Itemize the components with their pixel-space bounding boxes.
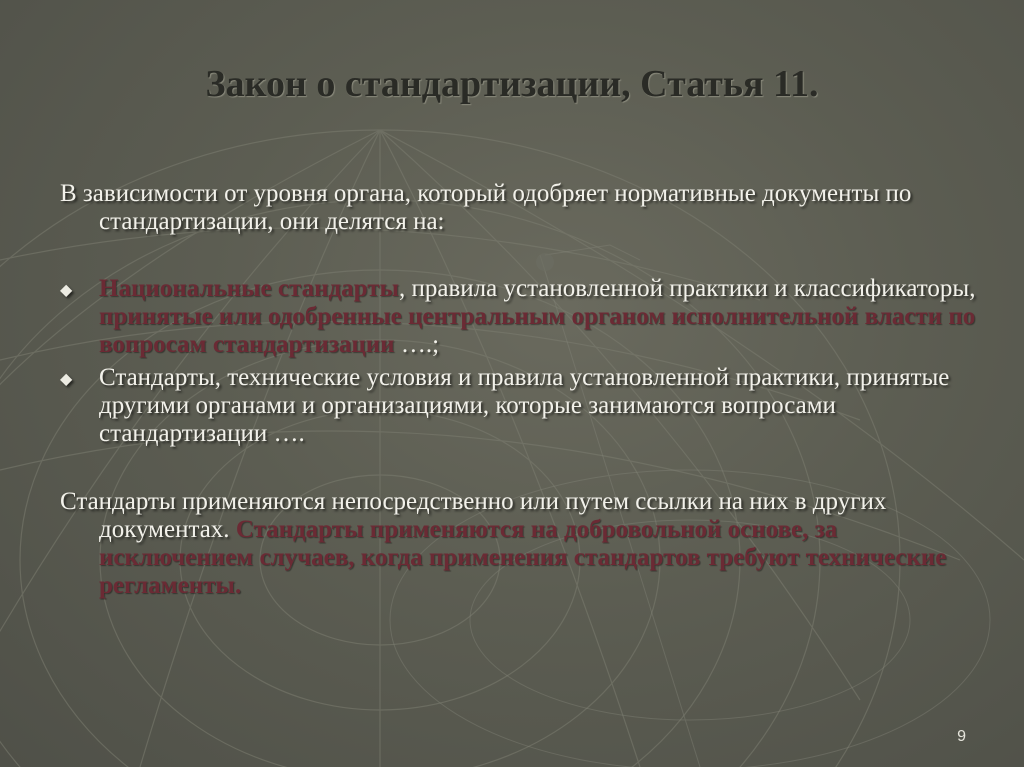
closing-paragraph xyxy=(60,488,980,600)
diamond-bullet-icon: ◆ xyxy=(60,282,73,299)
diamond-bullet-icon: ◆ xyxy=(60,371,73,388)
bullet-text: Стандарты, технические условия и правила установленной практики, принятые другими органами и организациями, которые занимаются вопросами стандартизации …. xyxy=(99,364,950,447)
slide-title: Закон о стандартизации, Статья 11. xyxy=(205,63,819,105)
intro-paragraph xyxy=(60,180,980,236)
page-number: 9 xyxy=(957,728,966,745)
bullet-list xyxy=(60,275,980,453)
bullet-item-national xyxy=(60,275,980,359)
closing-plain-text: Стандарты применяются непосредственно или путем ссылки на них в других документах. xyxy=(60,488,887,543)
bullet-text-end: ….; xyxy=(394,331,440,358)
bullet-item-other-standards xyxy=(60,364,980,448)
highlight-national-standards: Национальные стандарты xyxy=(99,275,399,302)
highlight-central-authority: принятые или одобренные центральным органом исполнительной власти по вопросам стандартизации xyxy=(99,303,976,358)
antenna-feed-decoration xyxy=(536,253,554,271)
closing-highlight-text: Стандарты применяются на добровольной основе, за исключением случаев, когда применения стандартов требуют технические регламенты. xyxy=(99,516,947,599)
intro-text: В зависимости от уровня органа, который одобряет нормативные документы по стандартизации, они делятся на: xyxy=(60,180,912,235)
closing-text xyxy=(60,488,980,600)
bullet-text: , правила установленной практики и классификаторы, xyxy=(399,275,976,302)
